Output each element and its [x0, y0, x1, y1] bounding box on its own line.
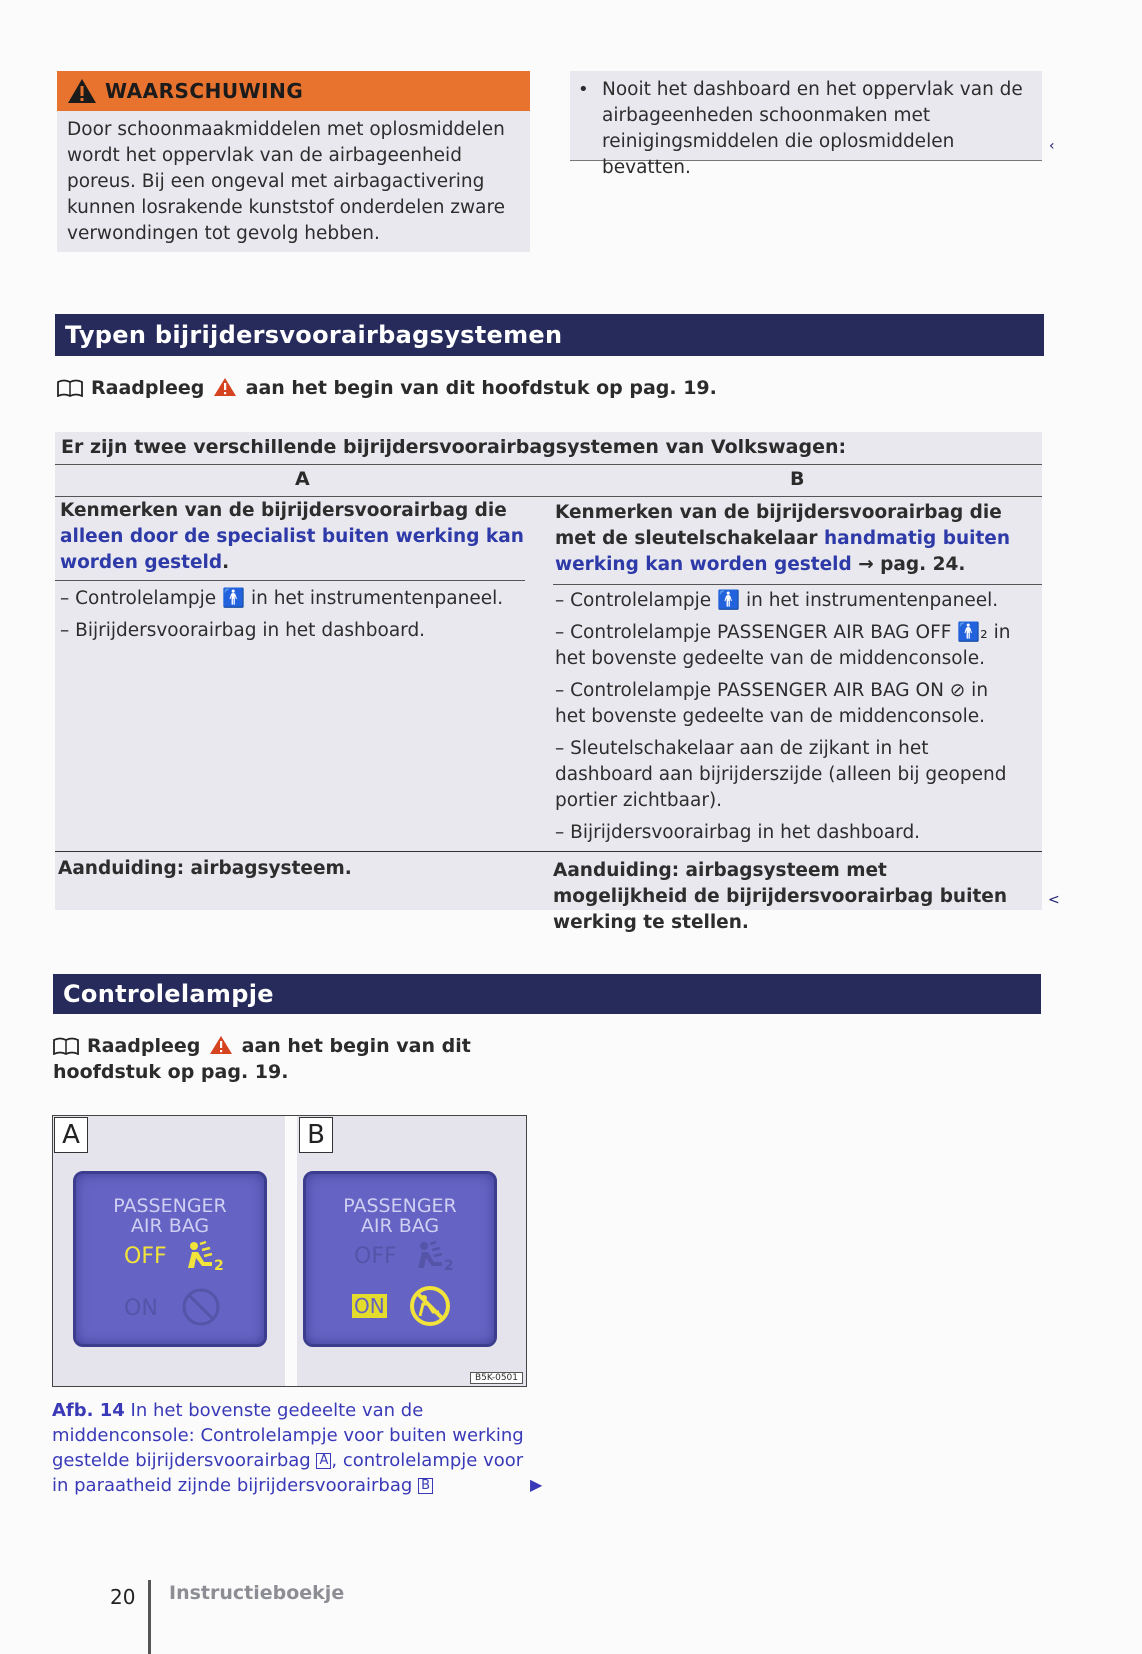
warning-triangle-icon	[67, 78, 97, 104]
lamp-title-line2: AIR BAG	[130, 1215, 210, 1237]
airbag-on-icon	[408, 1284, 452, 1328]
off-label: OFF	[354, 1244, 397, 1269]
lamp-title-line2: AIR BAG	[360, 1215, 440, 1237]
svg-text:2: 2	[444, 1258, 454, 1272]
a-heading-text: Kenmerken van de bijrijdersvoorairbag die	[60, 500, 507, 521]
caption-text: , controlelampje voor in paraatheid zijnde bijrijdersvoorairbag	[52, 1450, 524, 1496]
ref-pre: Raadpleeg	[87, 1035, 201, 1057]
column-b-footer: Aanduiding: airbagsysteem met mogelijkheid de bijrijdersvoorairbag buiten werking te stellen.	[553, 860, 1008, 933]
airbag-on-icon-dim	[180, 1286, 222, 1328]
lamp-title-line1: PASSENGER	[113, 1195, 227, 1217]
continue-arrow-icon: ▶	[530, 1475, 543, 1494]
caption-box-b: B	[418, 1478, 433, 1494]
section-heading-typen	[55, 314, 1044, 356]
panel-label-a: A	[54, 1117, 88, 1153]
section-heading-controlelampje	[53, 974, 1041, 1014]
caption-text: In het bovenste gedeelte van de middenconsole: Controlelampje voor buiten werking gestelde bijrijdersvoorairbag	[52, 1400, 524, 1471]
column-header-a: A	[295, 468, 310, 490]
footer-rule	[148, 1580, 151, 1654]
table-intro: Er zijn twee verschillende bijrijdersvoorairbagsystemen van Volkswagen:	[61, 436, 847, 458]
panel-label-b: B	[299, 1117, 333, 1153]
column-header-b: B	[790, 468, 805, 490]
on-label: ON	[354, 1294, 385, 1318]
book-icon	[57, 379, 83, 397]
column-b-items	[555, 588, 1023, 852]
section-title: Typen bijrijdersvoorairbagsystemen	[65, 321, 563, 349]
reference-line	[57, 375, 717, 401]
passenger-airbag-off-icon	[184, 1240, 226, 1272]
divider	[55, 851, 1042, 852]
a-heading-end: .	[222, 552, 230, 573]
column-a-items	[60, 586, 530, 650]
divider	[55, 464, 1042, 465]
ref-post: aan het begin van dit hoofdstuk op pag. 19.	[245, 377, 717, 399]
ref-post: aan het begin van dit hoofdstuk op pag. 19.	[53, 1035, 471, 1083]
svg-text:2: 2	[214, 1258, 224, 1272]
ref-pre: Raadpleeg	[91, 377, 205, 399]
warning-title: WAARSCHUWING	[105, 79, 304, 103]
footer-title: Instructieboekje	[169, 1582, 345, 1604]
list-item: – Controlelampje 🚹 in het instrumentenpaneel.	[555, 590, 999, 611]
divider	[55, 580, 525, 581]
a-heading-highlight: alleen door de specialist buiten werking kan worden gesteld	[60, 526, 524, 573]
warning-text: Door schoonmaakmiddelen met oplosmiddelen wordt het oppervlak van de airbageenheid poreus. Bij een ongeval met airbagactivering kunnen losrakende kunststof onderdelen zware verwondingen tot gevolg hebben.	[67, 119, 506, 244]
caption-label: Afb. 14	[52, 1400, 125, 1421]
on-label: ON	[124, 1296, 158, 1321]
end-mark: <	[1048, 892, 1060, 908]
page-number: 20	[110, 1585, 136, 1609]
warning-triangle-icon	[213, 377, 237, 397]
end-mark: ‹	[1049, 138, 1055, 154]
figure-code: B5K-0501	[470, 1372, 523, 1384]
b-heading-text: Kenmerken van de bijrijdersvoorairbag die met de sleutelschakelaar	[555, 502, 1002, 549]
list-item: – Bijrijdersvoorairbag in het dashboard.	[60, 620, 426, 641]
b-heading-end: → pag. 24.	[851, 554, 966, 575]
off-label: OFF	[124, 1244, 167, 1269]
note-bullet: •	[578, 79, 589, 100]
book-icon	[53, 1037, 79, 1055]
b-heading-highlight: handmatig buiten werking kan worden gesteld	[555, 528, 1011, 575]
comparison-table	[55, 432, 1042, 933]
section-title: Controlelampje	[63, 980, 274, 1008]
warning-header	[57, 71, 530, 111]
warning-box	[57, 71, 530, 252]
figure-caption	[52, 1398, 532, 1498]
lamp-panel-a	[73, 1171, 267, 1347]
passenger-airbag-off-icon-dim	[414, 1240, 456, 1272]
figure-airbag-lamps	[52, 1115, 527, 1387]
note-box	[570, 71, 1042, 178]
column-a-footer: Aanduiding: airbagsysteem.	[58, 858, 352, 879]
column-a-heading	[60, 498, 530, 576]
lamp-panel-b	[303, 1171, 497, 1347]
list-item: – Controlelampje 🚹 in het instrumentenpaneel.	[60, 588, 504, 609]
note-text: Nooit het dashboard en het oppervlak van de airbageenheden schoonmaken met reinigingsmiddelen die oplosmiddelen bevatten.	[602, 79, 1023, 178]
figure-divider	[285, 1116, 297, 1386]
column-b-heading	[555, 500, 1035, 578]
divider	[55, 496, 1042, 497]
list-item: – Controlelampje PASSENGER AIR BAG ON ⊘ in het bovenste gedeelte van de middenconsole.	[555, 680, 989, 727]
list-item: – Sleutelschakelaar aan de zijkant in het dashboard aan bijrijderszijde (alleen bij geopend portier zichtbaar).	[555, 738, 1007, 811]
warning-triangle-icon	[209, 1035, 233, 1055]
lamp-title-line1: PASSENGER	[343, 1195, 457, 1217]
list-item: – Bijrijdersvoorairbag in het dashboard.	[555, 822, 921, 843]
reference-line	[53, 1033, 523, 1085]
divider	[553, 584, 1042, 585]
caption-box-a: A	[316, 1453, 331, 1469]
list-item: – Controlelampje PASSENGER AIR BAG OFF 🚹₂ in het bovenste gedeelte van de middenconsole.	[555, 622, 1011, 669]
